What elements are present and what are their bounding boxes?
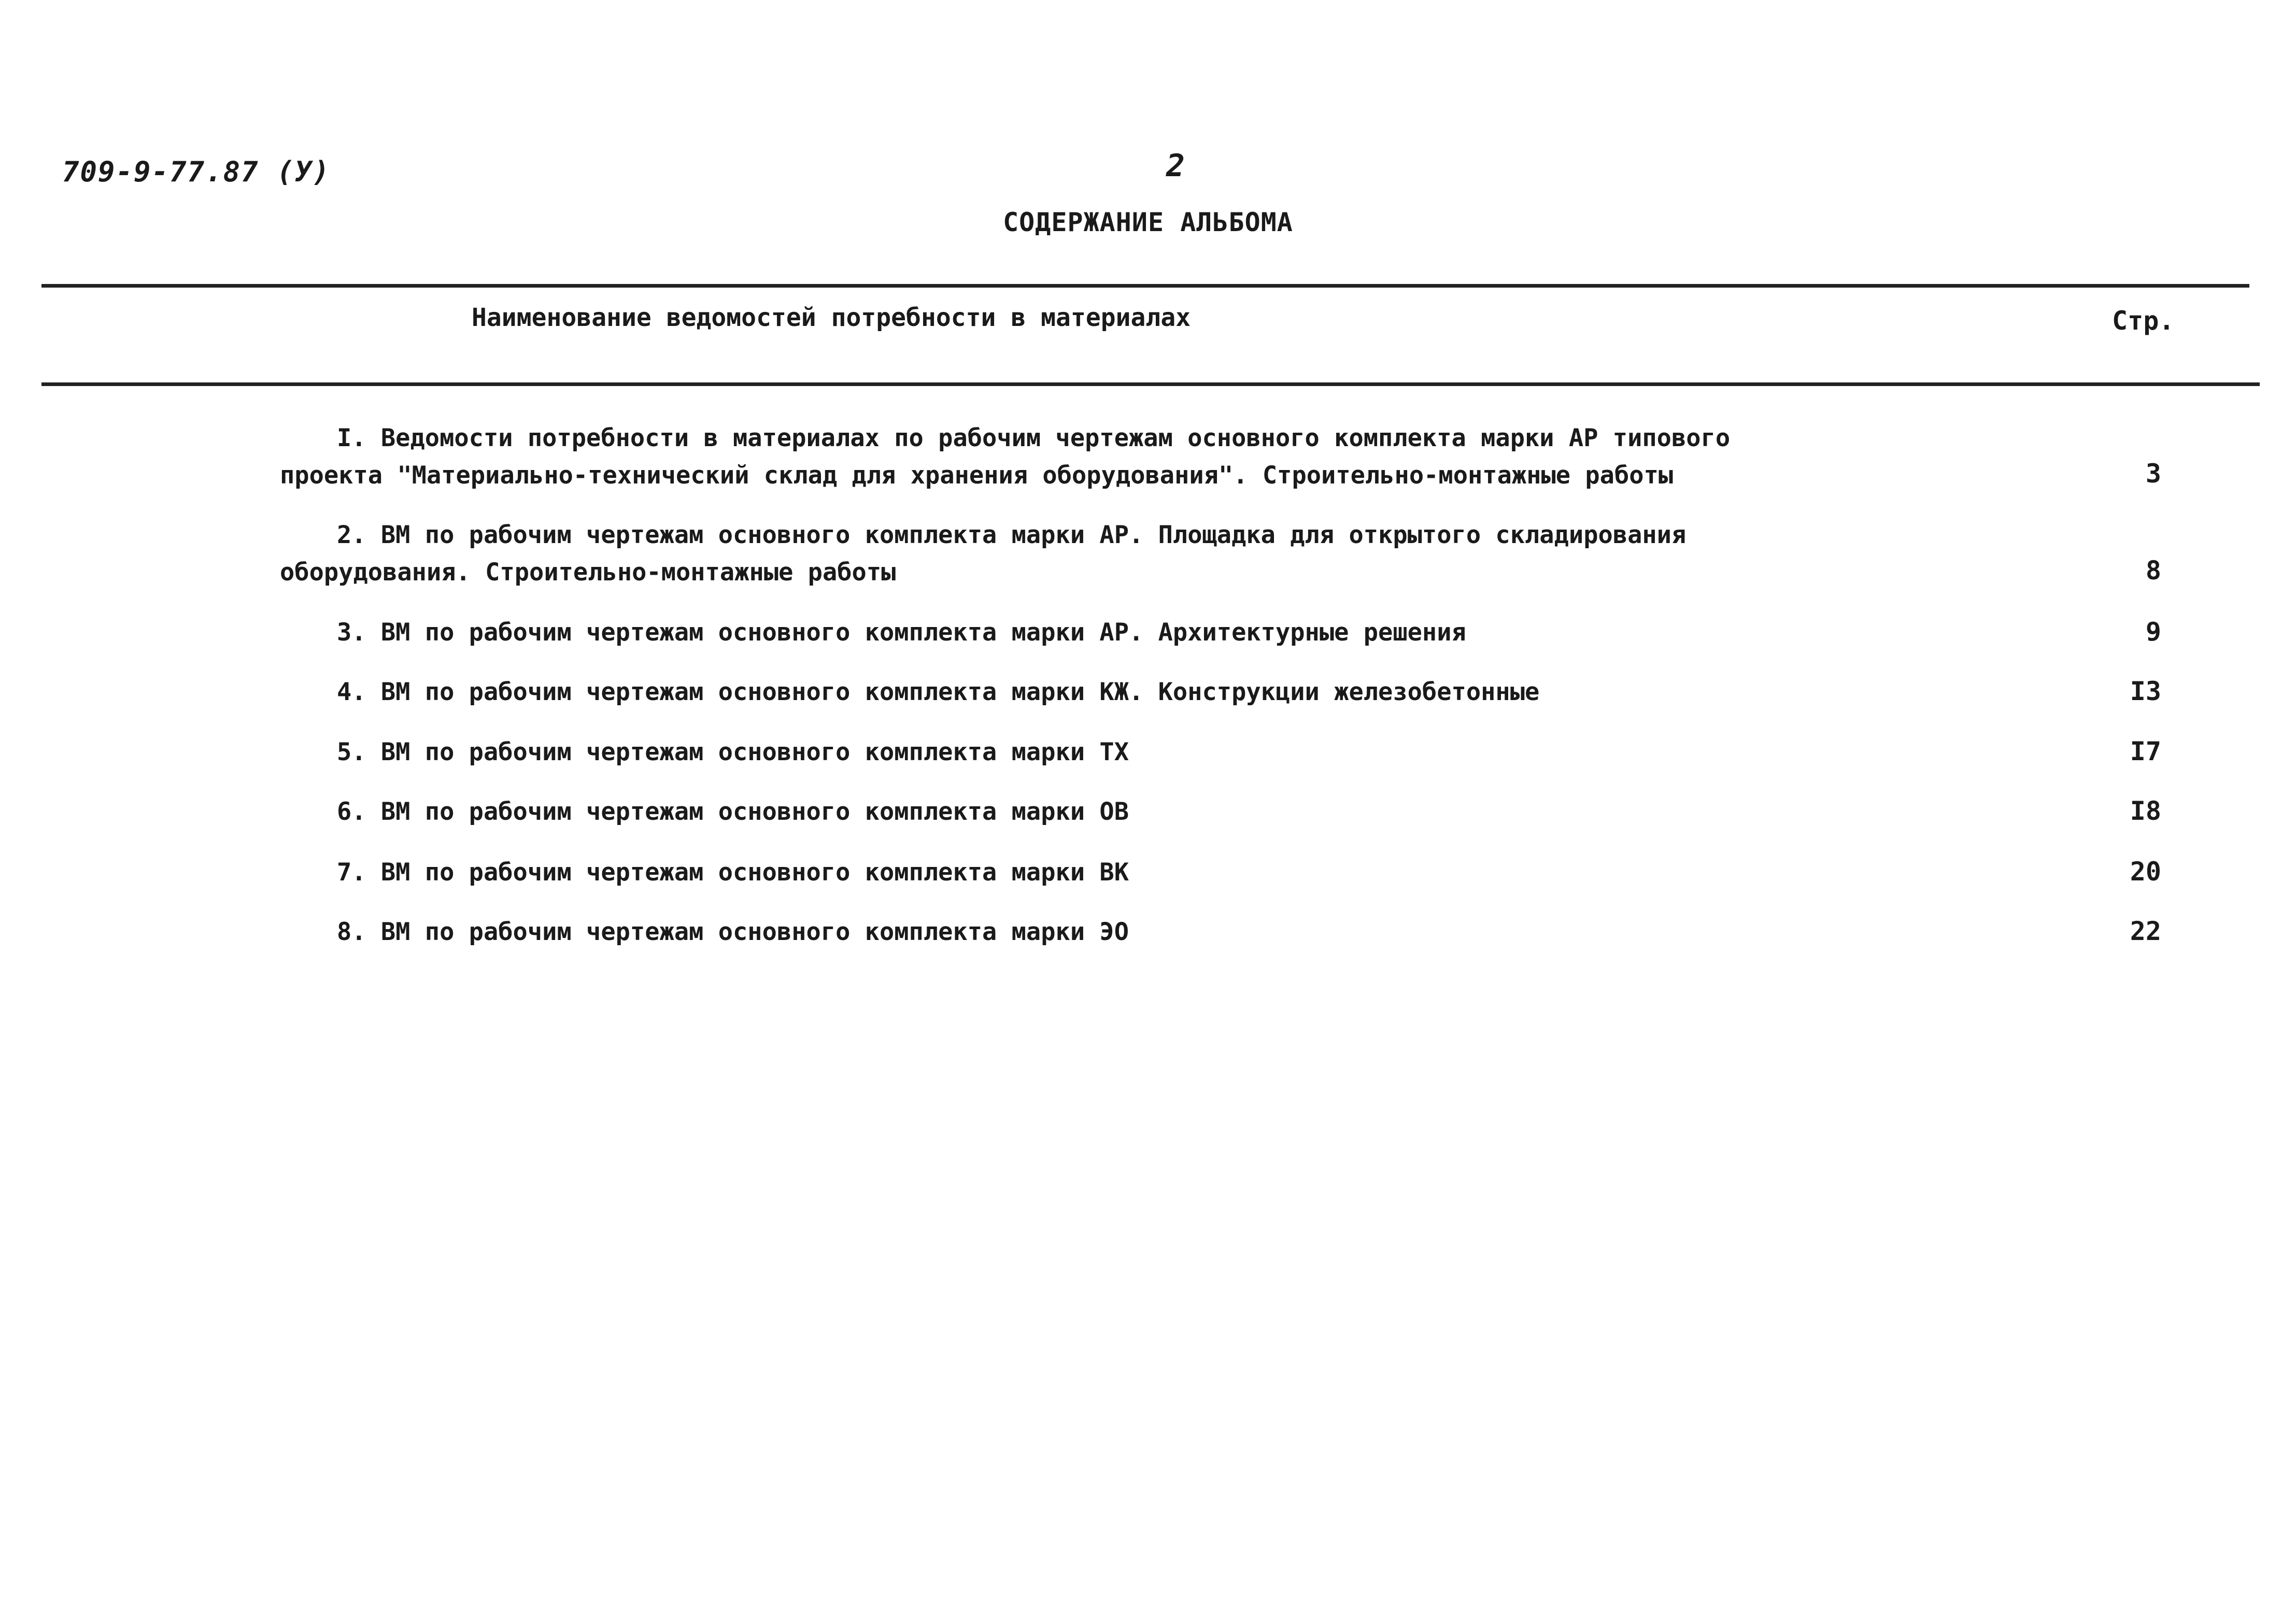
entry-page-2: 8 — [2145, 556, 2161, 586]
entry-page-8: 22 — [2130, 916, 2161, 946]
column-header-name: Наименование ведомостей потребности в материалах — [472, 303, 1191, 332]
entry-text-line1: 7. ВМ по рабочим чертежам основного комплекта марки ВК — [337, 858, 1129, 887]
contents-entry-3 — [280, 614, 2052, 651]
entry-text-line1: I. Ведомости потребности в материалах по рабочим чертежам основного комплекта марки АР типового — [337, 424, 1731, 452]
entry-page-7: 20 — [2130, 857, 2161, 887]
contents-entry-7 — [280, 854, 2052, 891]
document-code: 709-9-77.87 (У) — [62, 155, 331, 188]
entry-page-3: 9 — [2145, 617, 2161, 647]
entry-page-6: I8 — [2130, 796, 2161, 826]
entry-text-line1: 3. ВМ по рабочим чертежам основного комплекта марки АР. Архитектурные решения — [337, 618, 1466, 647]
contents-entry-6 — [280, 793, 2052, 831]
entry-text-line1: 4. ВМ по рабочим чертежам основного комплекта марки КЖ. Конструкции железобетонные — [337, 678, 1540, 706]
contents-entry-1 — [280, 420, 2052, 494]
album-title: СОДЕРЖАНИЕ АЛЬБОМА — [1003, 207, 1293, 237]
entry-text-line2: проекта "Материально-технический склад для хранения оборудования". Строительно-монтажные работы — [280, 461, 1674, 490]
entry-page-5: I7 — [2130, 736, 2161, 766]
entry-text-line2: оборудования. Строительно-монтажные работы — [280, 558, 896, 587]
page-number: 2 — [1166, 148, 1185, 184]
contents-entry-8 — [280, 914, 2052, 951]
entry-text-line1: 8. ВМ по рабочим чертежам основного комплекта марки ЭО — [337, 918, 1129, 946]
column-header-page: Стр. — [2112, 306, 2175, 336]
entry-page-1: 3 — [2145, 459, 2161, 489]
contents-entry-2 — [280, 517, 2052, 591]
table-header-rule — [41, 382, 2260, 386]
entry-text-line1: 5. ВМ по рабочим чертежам основного комплекта марки ТХ — [337, 738, 1129, 766]
entry-page-4: I3 — [2130, 676, 2161, 706]
contents-entry-4 — [280, 674, 2052, 711]
entry-text-line1: 6. ВМ по рабочим чертежам основного комплекта марки ОВ — [337, 798, 1129, 826]
table-top-rule — [41, 284, 2249, 288]
entry-text-line1: 2. ВМ по рабочим чертежам основного комплекта марки АР. Площадка для открытого складирования — [337, 521, 1686, 549]
contents-entry-5 — [280, 734, 2052, 771]
